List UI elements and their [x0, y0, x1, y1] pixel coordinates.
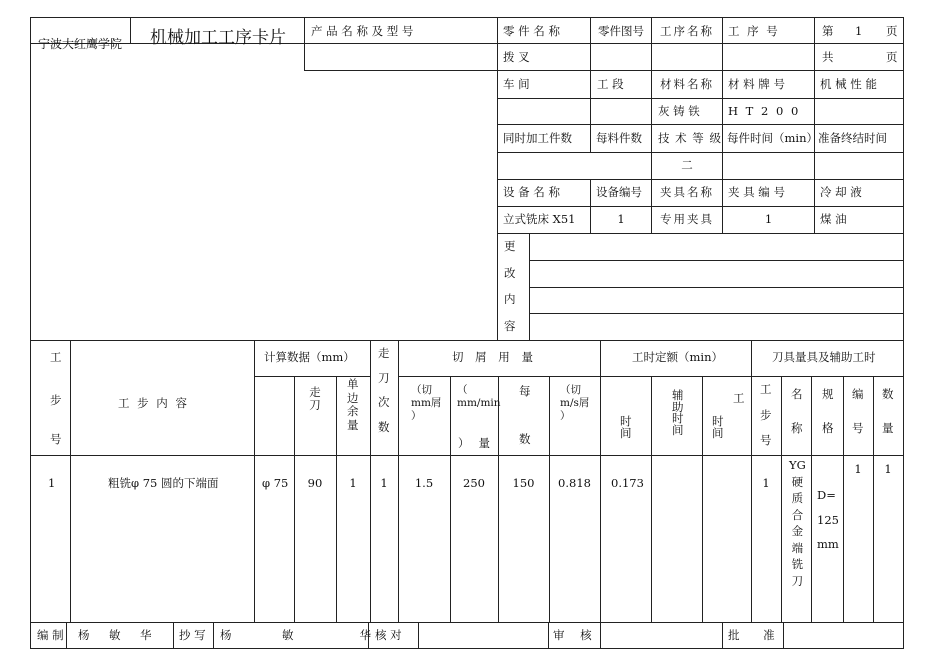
time-quota-label: 工时定额（min）: [632, 350, 723, 364]
equip-no-value: 1: [617, 212, 625, 226]
row-diameter: φ 75: [262, 476, 289, 490]
mech-props-label: 机 械 性 能: [820, 77, 877, 91]
each-label-2: 数: [519, 432, 531, 446]
part-drawing-label: 零件图号: [598, 24, 644, 38]
product-label: 产 品 名 称 及 型 号: [311, 24, 414, 38]
change-label-3: 内: [504, 292, 516, 306]
page-prefix: 第: [822, 24, 834, 38]
fixture-no-value: 1: [764, 212, 773, 226]
material-grade-label: 材 料 牌 号: [728, 77, 785, 91]
total-prefix: 共: [822, 50, 834, 64]
allowance-label: 单 边 余 量: [347, 377, 359, 432]
row-depth: 1.5: [414, 476, 434, 490]
approve-label: 批 准: [728, 628, 785, 642]
equip-no-label: 设备编号: [596, 185, 642, 199]
passes-label: 走 刀 次 数: [378, 346, 390, 434]
row-time: 0.173: [611, 476, 644, 490]
row-each: 150: [512, 476, 535, 490]
cut-feed-label-2: ）量: [458, 436, 499, 450]
step-no-label-3: 号: [50, 432, 62, 446]
page-suffix: 页: [886, 24, 898, 38]
cut-speed-label: （切 m/s屑 ）: [560, 384, 590, 422]
row-tool-step: 1: [762, 476, 770, 490]
total-suffix: 页: [886, 50, 898, 64]
school-name: 宁波大红鹰学院: [38, 37, 123, 51]
fixture-no-label: 夹 具 编 号: [728, 185, 785, 199]
row-speed: 0.818: [558, 476, 591, 490]
copied-by: 杨 敏 华: [220, 628, 375, 642]
change-label-2: 改: [504, 266, 516, 280]
work-time-label: 时 间: [712, 414, 724, 440]
card-title: 机械加工工序卡片: [150, 28, 286, 48]
row-passes: 1: [380, 476, 388, 490]
material-name-value: 灰 铸 铁: [658, 104, 700, 118]
tooling-label: 刀具量具及辅助工时: [772, 350, 876, 364]
cutting-params-label: 切 屑 用 量: [452, 350, 537, 364]
fixture-name-label: 夹具名称: [660, 185, 714, 199]
process-name-label: 工序名称: [660, 24, 714, 38]
calc-data-label: 计算数据（mm）: [264, 350, 355, 364]
row-pass-length: 90: [307, 476, 323, 490]
coolant-value: 煤 油: [820, 212, 847, 226]
equip-name-label: 设 备 名 称: [503, 185, 560, 199]
step-content-label: 工 步 内 容: [118, 396, 189, 410]
step-no-label-2: 步: [50, 393, 62, 407]
review-label: 审 核: [553, 628, 598, 642]
cut-feed-label: （ mm/min: [457, 384, 501, 409]
tool-qty-label: 数 量: [882, 387, 894, 435]
row-tool-qty: 1: [884, 462, 892, 476]
row-tool-spec: D= 125 mm: [817, 488, 839, 551]
part-name-value: 拨 叉: [503, 50, 530, 64]
work-time-label-a: 工: [733, 391, 745, 405]
fixture-name-value: 专用夹具: [660, 212, 714, 226]
copied-label: 抄 写: [179, 628, 206, 642]
equip-name-value: 立式铣床 X51: [503, 212, 576, 226]
material-name-label: 材料名称: [660, 77, 714, 91]
cut-depth-label: （切 mm屑 ）: [411, 384, 442, 422]
coolant-label: 冷 却 液: [820, 185, 862, 199]
machine-time-label: 时 间: [620, 414, 632, 440]
workshop-label: 车 间: [503, 77, 530, 91]
row-step: 1: [48, 476, 56, 490]
check-label: 核 对: [375, 628, 402, 642]
pass-length-label: 走刀: [309, 385, 321, 412]
tool-code-label: 编 号: [852, 387, 864, 435]
row-tool-code: 1: [854, 462, 862, 476]
aux-time-label: 辅 助 时 间: [672, 388, 684, 437]
compiled-label: 编 制: [37, 628, 64, 642]
simul-parts-label: 同时加工件数: [503, 131, 572, 145]
row-tool-name: YG 硬 质 合 金 端 铣 刀: [789, 458, 806, 588]
tool-spec-label: 规 格: [822, 387, 834, 435]
each-label: 每: [519, 384, 531, 398]
part-name-label: 零 件 名 称: [503, 24, 560, 38]
step-no-label-1: 工: [50, 350, 62, 364]
page-number: 1: [855, 24, 863, 38]
section-label: 工 段: [597, 77, 624, 91]
change-label-4: 容: [504, 319, 516, 333]
material-grade-value: H T 2 0 0: [728, 104, 801, 118]
setup-time-label: 准备终结时间: [818, 131, 887, 145]
tech-level-label: 技 术 等 级: [658, 131, 722, 145]
process-no-label: 工 序 号: [728, 24, 780, 38]
tech-level-value: 二: [681, 158, 693, 172]
tool-name-label: 名 称: [791, 387, 803, 435]
change-label-1: 更: [504, 239, 516, 253]
row-allowance: 1: [349, 476, 357, 490]
row-content: 粗铣φ 75 圆的下端面: [108, 476, 219, 490]
parts-per-blank-label: 每料件数: [596, 131, 642, 145]
time-per-piece-label: 每件时间（min）: [727, 131, 818, 145]
compiled-by: 杨 敏 华: [78, 628, 156, 642]
tool-step-label: 工 步 号: [760, 382, 772, 447]
row-feed: 250: [463, 476, 485, 490]
